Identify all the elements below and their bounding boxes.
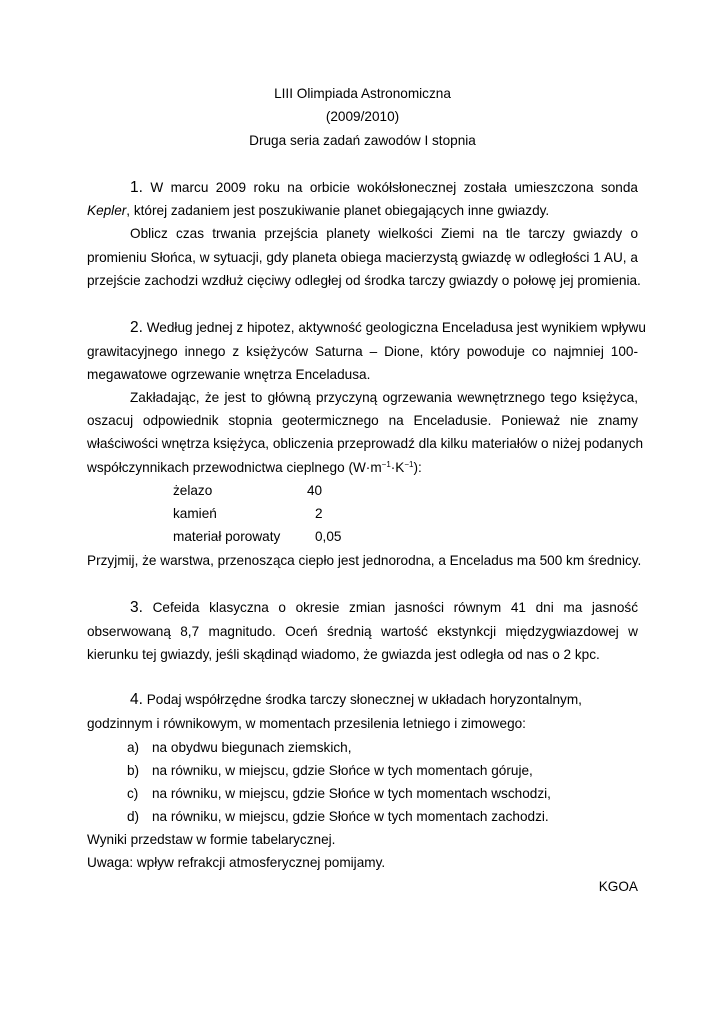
material-value-iron: 40 [307,483,323,498]
material-name-iron: żelazo [173,483,213,498]
task2-line2: grawitacyjnego innego z księżyców Saturna – Dione, który powoduje co najmniej 100- [87,344,638,359]
task1-line2: Kepler, której zadaniem jest poszukiwanie planet obiegających inne gwiazdy. [87,203,550,218]
list-item: d) na równiku, w miejscu, gdzie Słońce w tych momentach zachodzi. [127,809,549,824]
material-value-porous: 0,05 [315,529,342,544]
list-item: b) na równiku, w miejscu, gdzie Słońce w tych momentach góruje, [127,763,533,778]
material-value-stone: 2 [315,506,323,521]
list-item: c) na równiku, w miejscu, gdzie Słońce w tych momentach wschodzi, [127,786,551,801]
task2-number: 2. [130,319,143,336]
signature: KGOA [598,879,638,894]
task3-line1: 3. Cefeida klasyczna o okresie zmian jasności równym 41 dni ma jasność [130,599,638,616]
task2-line5: oszacuj odpowiednik stopnia geotermicznego na Enceladusie. Ponieważ nie znamy [87,413,638,428]
task3-line3: kierunku tej gwiazdy, jeśli skądinąd wiadomo, że gwiazda jest odległa od nas o 2 kpc. [87,647,600,662]
task2-line6: właściwości wnętrza księżyca, obliczenia przeprowadź dla kilku materiałów o niżej podanych [87,436,644,451]
task1-line4: promieniu Słońca, w sytuacji, gdy planeta obiega macierzystą gwiazdę w odległości 1 AU, a [87,250,638,265]
task2-line7: współczynnikach przewodnictwa cieplnego $(W\cdot m^{-1}\cdot K^{-1})$: [87,460,422,475]
task3-number: 3. [130,599,143,616]
material-name-porous: materiał porowaty [173,529,281,544]
task1-line1: 1. W marcu 2009 roku na orbicie wokółsłonecznej została umieszczona sonda [130,179,638,196]
olympiad-years: (2009/2010) [325,109,400,124]
task4-line1: 4. Podaj współrzędne środka tarczy słonecznej w układach horyzontalnym, [130,691,582,708]
task3-line2: obserwowaną 8,7 magnitudo. Oceń średnią wartość ekstynkcji międzygwiazdowej w [87,624,638,639]
task2-line8: Przyjmij, że warstwa, przenosząca ciepło jest jednorodna, a Enceladus ma 500 km średnicy. [87,553,642,568]
list-item: a) na obydwu biegunach ziemskich, [127,740,352,755]
task2-line1: 2. Według jednej z hipotez, aktywność geologiczna Enceladusa jest wynikiem wpływu [130,319,646,336]
task2-line3: megawatowe ogrzewanie wnętrza Enceladusa. [87,367,371,382]
task4-line4: Uwaga: wpływ refrakcji atmosferycznej pomijamy. [87,855,386,870]
series-subtitle: Druga seria zadań zawodów I stopnia [249,133,476,148]
task2-line4: Zakładając, że jest to główną przyczyną ogrzewania wewnętrznego tego księżyca, [130,390,638,405]
material-name-stone: kamień [173,506,217,521]
task1-number: 1. [130,179,143,196]
task1-line5: przejście zachodzi wzdłuż cięciwy odległej od środka tarczy gwiazdy o połowę jej promienia. [87,273,641,288]
task1-line3: Oblicz czas trwania przejścia planety wielkości Ziemi na tle tarczy gwiazdy o [130,226,638,241]
olympiad-title: LIII Olimpiada Astronomiczna [274,86,451,101]
kepler-name: Kepler [87,203,127,218]
task4-line3: Wyniki przedstaw w formie tabelarycznej. [87,832,336,847]
task4-number: 4. [130,691,143,708]
task4-line2: godzinnym i równikowym, w momentach przesilenia letniego i zimowego: [87,716,526,731]
